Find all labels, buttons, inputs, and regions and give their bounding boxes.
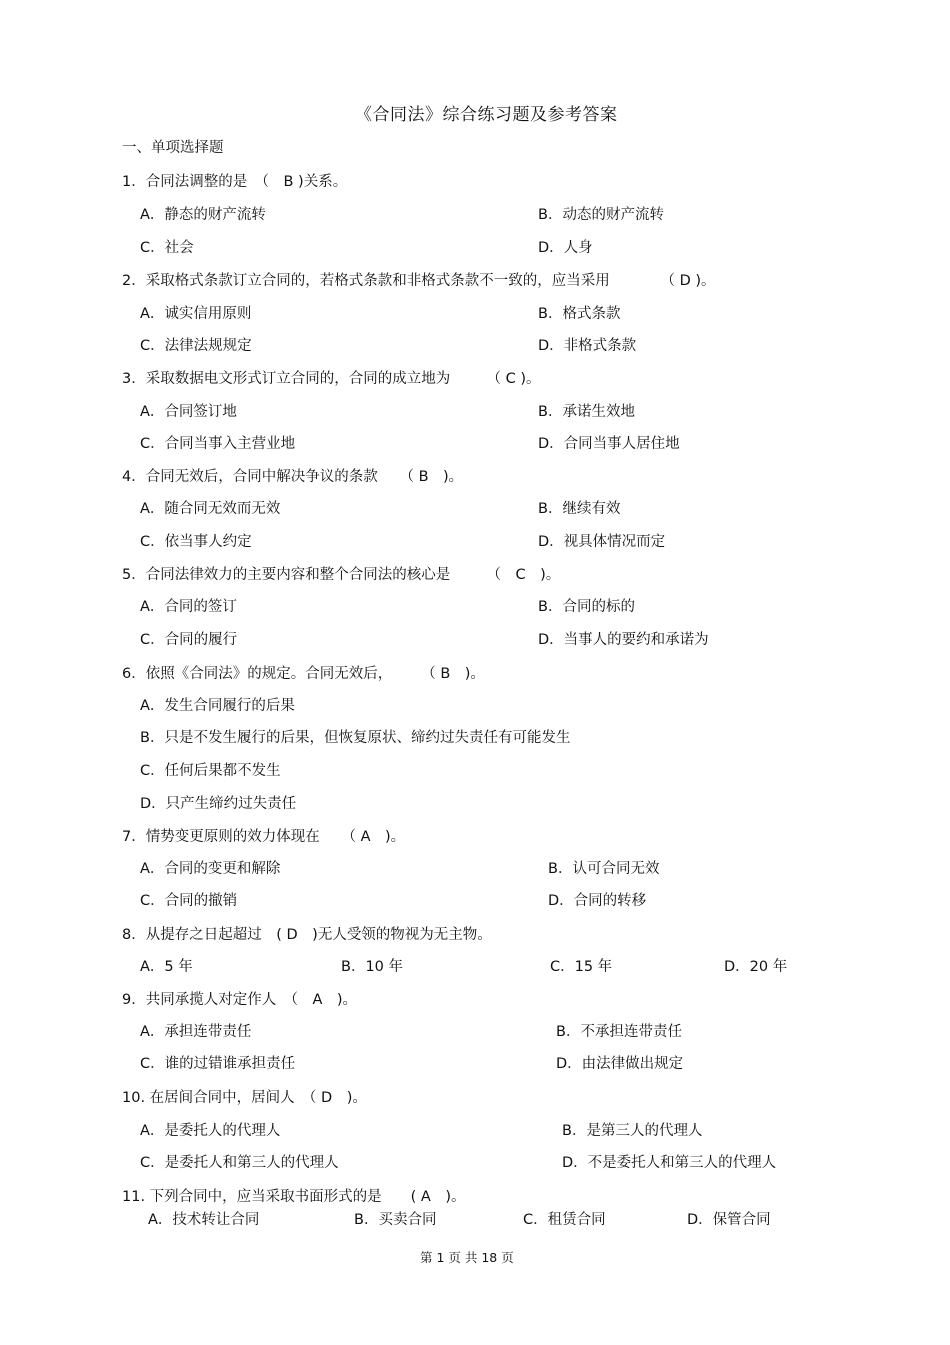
option-c: C．谁的过错谁承担责任 (140, 1056, 296, 1072)
option-b: B．动态的财产流转 (538, 207, 664, 223)
option-b: B．不承担连带责任 (556, 1024, 682, 1040)
option-d: D．当事人的要约和承诺为 (538, 632, 709, 648)
page-footer: 第 1 页 共 18 页 (420, 1250, 514, 1265)
option-b: B．合同的标的 (538, 599, 635, 615)
option-a: A．诚实信用原则 (140, 306, 252, 322)
option-a: A．合同的签订 (140, 599, 237, 615)
option-b: B．格式条款 (538, 306, 621, 322)
option-c: C．15 年 (550, 959, 613, 975)
question-stem: 2．采取格式条款订立合同的，若格式条款和非格式条款不一致的，应当采用 （ D )。 (122, 273, 716, 289)
option-a: A．合同的变更和解除 (140, 861, 281, 877)
option-a: A．随合同无效而无效 (140, 501, 281, 517)
option-b: B．只是不发生履行的后果，但恢复原状、缔约过失责任有可能发生 (140, 730, 571, 746)
option-c: C．租赁合同 (523, 1212, 606, 1228)
document-title: 《合同法》综合练习题及参考答案 (355, 105, 618, 125)
option-d: D．只产生缔约过失责任 (140, 796, 297, 812)
option-c: C．合同的撤销 (140, 893, 238, 909)
option-b: B．继续有效 (538, 501, 621, 517)
section-heading: 一、单项选择题 (122, 140, 224, 156)
option-b: B．认可合同无效 (548, 861, 660, 877)
option-c: C．社会 (140, 240, 194, 256)
option-d: D．视具体情况而定 (538, 534, 666, 550)
option-b: B．是第三人的代理人 (562, 1123, 703, 1139)
question-stem: 8．从提存之日起超过 ( D )无人受领的物视为无主物。 (122, 927, 492, 943)
option-d: D．非格式条款 (538, 338, 637, 354)
option-c: C．合同当事入主营业地 (140, 436, 296, 452)
option-d: D．保管合同 (687, 1212, 771, 1228)
option-c: C．依当事人约定 (140, 534, 252, 550)
option-c: C．任何后果都不发生 (140, 763, 281, 779)
option-d: D．合同的转移 (548, 893, 647, 909)
option-a: A．5 年 (140, 959, 193, 975)
question-stem: 7．情势变更原则的效力体现在 （ A )。 (122, 829, 406, 845)
question-stem: 9．共同承揽人对定作人 （ A )。 (122, 992, 358, 1008)
option-d: D．由法律做出规定 (556, 1056, 684, 1072)
option-a: A．静态的财产流转 (140, 207, 266, 223)
option-b: B．10 年 (341, 959, 404, 975)
option-d: D．人身 (538, 240, 593, 256)
option-b: B．承诺生效地 (538, 404, 635, 420)
question-stem: 6．依照《合同法》的规定。合同无效后， （ B )。 (122, 666, 485, 682)
option-b: B．买卖合同 (354, 1212, 437, 1228)
option-a: A．合同签订地 (140, 404, 237, 420)
option-a: A．技术转让合同 (148, 1212, 260, 1228)
option-a: A．承担连带责任 (140, 1024, 252, 1040)
option-c: C．合同的履行 (140, 632, 238, 648)
option-a: A．是委托人的代理人 (140, 1123, 281, 1139)
question-stem: 5．合同法律效力的主要内容和整个合同法的核心是 （ C )。 (122, 567, 561, 583)
option-a: A．发生合同履行的后果 (140, 698, 295, 714)
question-stem: 4．合同无效后，合同中解决争议的条款 （ B )。 (122, 469, 464, 485)
option-c: C．是委托人和第三人的代理人 (140, 1155, 339, 1171)
option-d: D．合同当事人居住地 (538, 436, 680, 452)
option-d: D．不是委托人和第三人的代理人 (562, 1155, 777, 1171)
question-stem: 10. 在居间合同中，居间人 （ D )。 (122, 1090, 367, 1106)
question-stem: 1．合同法调整的是 （ B )关系。 (122, 174, 348, 190)
question-stem: 3．采取数据电文形式订立合同的，合同的成立地为 （ C )。 (122, 371, 541, 387)
option-c: C．法律法规规定 (140, 338, 252, 354)
question-stem: 11. 下列合同中，应当采取书面形式的是 ( A )。 (122, 1189, 466, 1205)
option-d: D．20 年 (724, 959, 788, 975)
